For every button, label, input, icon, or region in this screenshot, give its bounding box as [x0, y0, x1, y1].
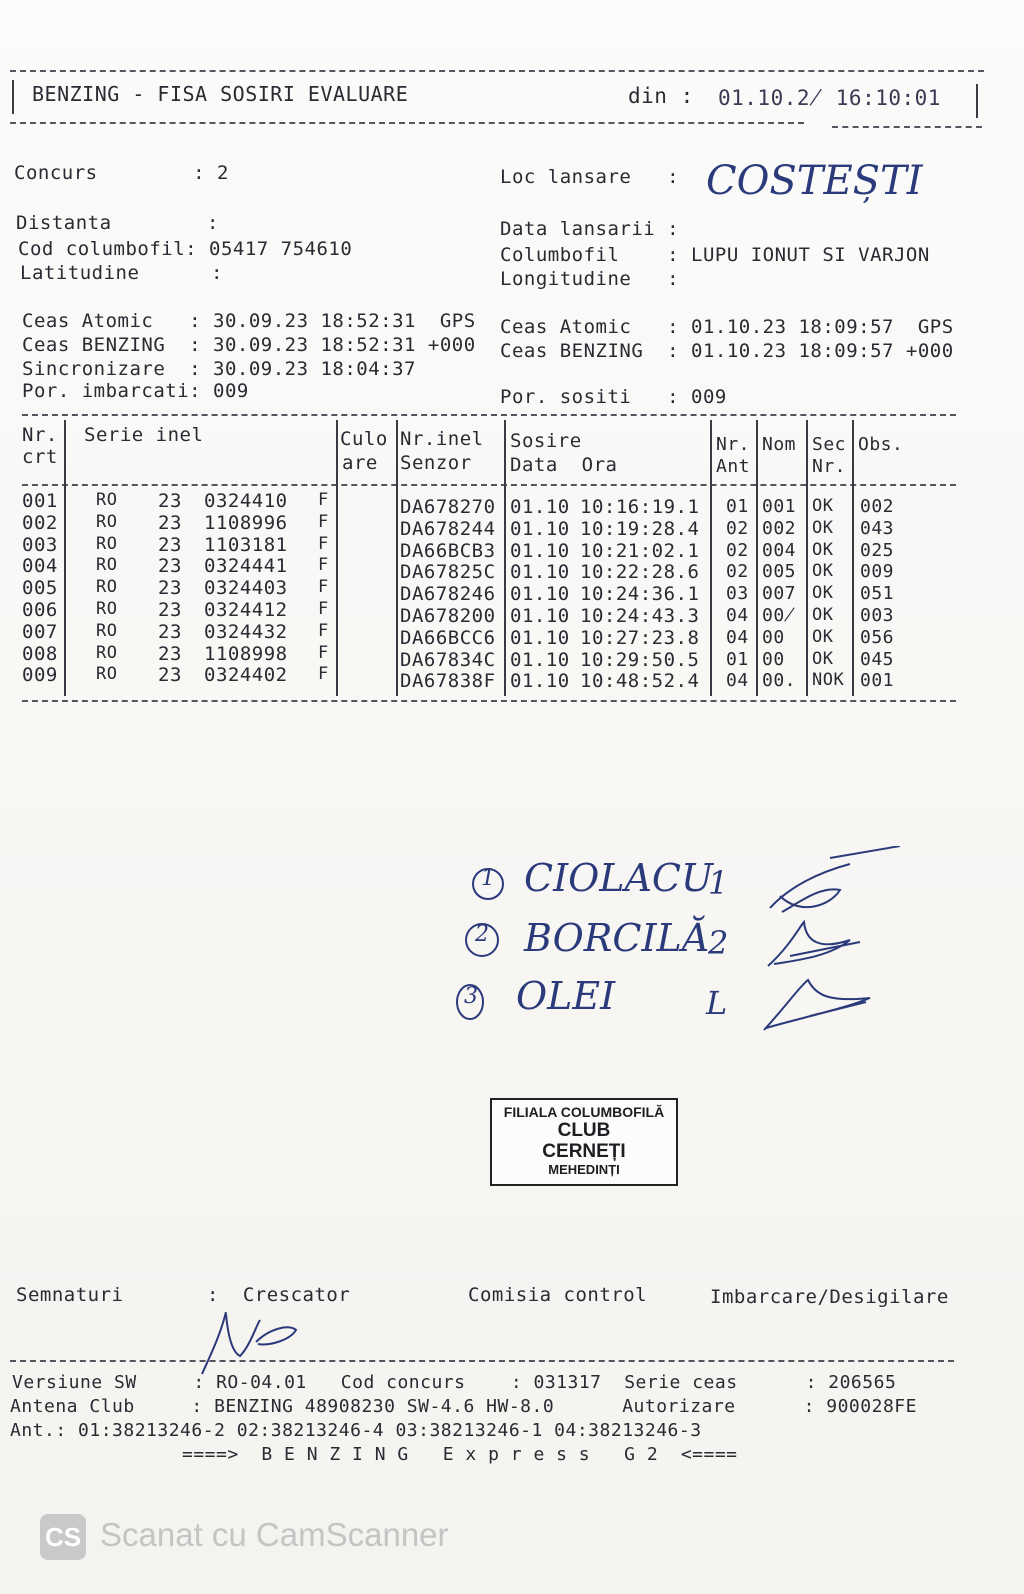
row-ring: 1108998: [204, 642, 288, 665]
hand-mark-2: 2: [708, 924, 729, 962]
row-nr: 002: [22, 511, 58, 534]
row-ant: 04: [726, 605, 749, 626]
ceas-benzing-right: Ceas BENZING : 01.10.23 18:09:57 +000: [500, 340, 954, 362]
row-sex: F: [318, 533, 329, 554]
footer-line-1: Versiune SW : RO-04.01 Cod concurs : 031317 Serie ceas : 206565: [12, 1372, 897, 1393]
hand-name-2: BORCILĂ: [524, 916, 710, 960]
row-country: RO: [96, 642, 118, 663]
row-senzor: DA67825C: [400, 561, 496, 584]
row-time: 10:24:36.1: [580, 583, 700, 606]
row-senzor: DA66BCB3: [400, 539, 496, 562]
row-time: 10:48:52.4: [580, 670, 700, 693]
th-nr-inel-2: Senzor: [400, 452, 472, 474]
footer-line-4: ====> B E N Z I N G E x p r e s s G 2 <====: [182, 1444, 738, 1465]
row-sec: OK: [812, 496, 834, 516]
footer-line-2: Antena Club : BENZING 48908230 SW-4.6 HW-8.0 Autorizare : 900028FE: [10, 1396, 917, 1417]
th-nom: Nom: [762, 434, 797, 455]
row-sec: OK: [812, 626, 834, 647]
row-nr: 006: [22, 599, 58, 621]
club-stamp: [490, 1098, 678, 1186]
comisia-control: Comisia control: [468, 1284, 648, 1306]
th-serie-inel: Serie inel: [84, 424, 204, 446]
ceas-atomic-left: Ceas Atomic : 30.09.23 18:52:31 GPS: [22, 310, 476, 332]
row-nr: 009: [22, 664, 58, 687]
row-nom: 00.: [762, 670, 797, 692]
row-date: 01.10: [510, 517, 570, 540]
camscanner-watermark: Scanat cu CamScanner: [100, 1516, 449, 1553]
row-year: 23: [158, 642, 182, 665]
row-year: 23: [158, 555, 182, 578]
row-year: 23: [158, 490, 182, 512]
row-year: 23: [158, 577, 182, 600]
row-nom: 00: [762, 626, 785, 648]
row-date: 01.10: [510, 605, 570, 627]
table-bottom-rule: [22, 700, 956, 702]
footer-line-3: Ant.: 01:38213246-2 02:38213246-4 03:38213246-1 04:38213246-3: [10, 1420, 702, 1441]
imbarcare-desigilare: Imbarcare/Desigilare: [710, 1286, 949, 1308]
header-bottom-rule-2: [832, 126, 982, 128]
row-sec: OK: [812, 517, 834, 538]
row-nom: 004: [762, 539, 797, 561]
row-time: 10:22:28.6: [580, 561, 700, 584]
row-nr: 004: [22, 555, 58, 578]
row-obs: 025: [860, 539, 895, 561]
row-sex: F: [318, 620, 329, 641]
signatures-scribble: [760, 846, 910, 1046]
col-bar: [336, 420, 338, 696]
distanta-line: Distanta :: [16, 212, 219, 234]
header-left-bar: [12, 80, 14, 114]
ceas-atomic-right: Ceas Atomic : 01.10.23 18:09:57 GPS: [500, 316, 954, 338]
col-bar: [504, 420, 506, 696]
row-obs: 003: [860, 605, 895, 626]
row-sec: OK: [812, 539, 834, 560]
row-date: 01.10: [510, 626, 570, 649]
row-date: 01.10: [510, 583, 570, 606]
data-lansarii-line: Data lansarii :: [500, 218, 680, 240]
row-ring: 0324403: [204, 577, 288, 600]
header-right-bar: [976, 84, 978, 118]
row-nr: 007: [22, 620, 58, 643]
hand-mark-3: L: [706, 984, 728, 1022]
row-year: 23: [158, 599, 182, 621]
row-obs: 043: [860, 517, 895, 539]
row-sex: F: [318, 490, 329, 510]
th-sec-1: Sec: [812, 434, 847, 455]
por-imbarcati-line: Por. imbarcati: 009: [22, 380, 249, 402]
col-bar: [710, 420, 712, 696]
th-sosire-1: Sosire: [510, 430, 582, 452]
row-country: RO: [96, 533, 118, 554]
header-bottom-rule: [10, 122, 804, 124]
row-date: 01.10: [510, 496, 570, 518]
th-nr-ant-2: Ant: [716, 456, 751, 477]
th-culoare-2: are: [342, 452, 378, 474]
row-senzor: DA678270: [400, 496, 496, 518]
loc-lansare-handwritten: COSTEȘTI: [706, 158, 923, 204]
camscanner-logo-icon: CS: [40, 1514, 86, 1560]
row-sex: F: [318, 599, 329, 619]
footer-rule: [10, 1360, 954, 1362]
cod-columbofil-line: Cod columbofil: 05417 754610: [18, 238, 353, 260]
row-sec: OK: [812, 605, 834, 625]
stamp-line-4: MEHEDINȚI: [548, 1162, 620, 1177]
row-obs: 056: [860, 626, 895, 648]
th-nr-crt-1: Nr.: [22, 424, 58, 446]
col-bar: [64, 420, 66, 696]
row-senzor: DA678246: [400, 583, 496, 606]
hand-num-2: 2: [475, 922, 489, 947]
row-country: RO: [96, 490, 118, 510]
th-culoare-1: Culo: [340, 428, 388, 450]
row-nr: 001: [22, 490, 58, 512]
stamp-line-3: CERNEȚI: [542, 1141, 626, 1162]
hand-name-3: OLEI: [516, 974, 616, 1018]
hand-num-1: 1: [481, 866, 495, 891]
crescator-signature: [200, 1306, 310, 1376]
row-time: 10:24:43.3: [580, 605, 700, 627]
th-nr-ant-1: Nr.: [716, 434, 751, 455]
row-obs: 002: [860, 496, 895, 517]
row-sex: F: [318, 511, 329, 532]
hand-num-3: 3: [464, 984, 478, 1009]
row-nom: 002: [762, 517, 797, 539]
row-year: 23: [158, 511, 182, 534]
row-ring: 0324441: [204, 555, 288, 578]
row-nom: 005: [762, 561, 797, 583]
row-sex: F: [318, 577, 329, 598]
row-country: RO: [96, 511, 118, 532]
table-header-rule: [22, 484, 956, 486]
row-country: RO: [96, 577, 118, 598]
row-country: RO: [96, 664, 118, 685]
row-ant: 03: [726, 583, 749, 605]
row-nr: 008: [22, 642, 58, 665]
row-ant: 02: [726, 517, 749, 539]
row-ring: 0324410: [204, 490, 288, 512]
th-sec-2: Nr.: [812, 456, 847, 477]
row-ant: 02: [726, 539, 749, 561]
col-bar: [396, 420, 398, 696]
col-bar: [852, 420, 854, 696]
row-senzor: DA678244: [400, 517, 496, 540]
row-sex: F: [318, 664, 329, 685]
th-obs: Obs.: [858, 434, 904, 455]
row-time: 10:16:19.1: [580, 496, 700, 518]
row-year: 23: [158, 664, 182, 687]
row-time: 10:29:50.5: [580, 648, 700, 671]
row-date: 01.10: [510, 670, 570, 693]
latitudine-line: Latitudine :: [20, 262, 223, 284]
document-title: BENZING - FISA SOSIRI EVALUARE: [32, 82, 409, 106]
row-sec: OK: [812, 561, 834, 582]
row-ant: 01: [726, 496, 749, 517]
row-obs: 051: [860, 583, 895, 605]
row-time: 10:27:23.8: [580, 626, 700, 649]
row-obs: 045: [860, 648, 895, 670]
row-obs: 001: [860, 670, 895, 692]
loc-lansare-label: Loc lansare :: [500, 166, 680, 188]
row-ring: 0324412: [204, 599, 288, 621]
row-ring: 0324402: [204, 664, 288, 687]
row-nr: 005: [22, 577, 58, 600]
row-ant: 01: [726, 648, 749, 670]
row-ring: 1103181: [204, 533, 288, 556]
row-ant: 04: [726, 670, 749, 692]
row-senzor: DA67834C: [400, 648, 496, 671]
row-sex: F: [318, 642, 329, 663]
table-top-rule: [22, 414, 956, 416]
hand-mark-1: 1: [708, 864, 729, 902]
row-year: 23: [158, 620, 182, 643]
sincronizare-line: Sincronizare : 30.09.23 18:04:37: [22, 358, 416, 380]
din-label: din :: [628, 84, 694, 108]
stamp-line-2: CLUB: [557, 1120, 611, 1141]
row-sex: F: [318, 555, 329, 576]
longitudine-line: Longitudine :: [500, 268, 680, 290]
row-ant: 02: [726, 561, 749, 583]
row-date: 01.10: [510, 561, 570, 584]
row-time: 10:19:28.4: [580, 517, 700, 540]
row-ring: 0324432: [204, 620, 288, 643]
row-country: RO: [96, 555, 118, 576]
col-bar: [806, 420, 808, 696]
stamp-line-1: FILIALA COLUMBOFILĂ: [503, 1104, 665, 1120]
columbofil-line: Columbofil : LUPU IONUT SI VARJON: [500, 244, 930, 266]
row-sec: OK: [812, 583, 834, 604]
row-nom: 007: [762, 583, 797, 605]
row-senzor: DA66BCC6: [400, 626, 496, 649]
row-sec: OK: [812, 648, 834, 669]
row-date: 01.10: [510, 539, 570, 562]
row-year: 23: [158, 533, 182, 556]
th-nr-inel-1: Nr.inel: [400, 428, 484, 450]
hand-name-1: CIOLACU: [524, 856, 714, 900]
row-time: 10:21:02.1: [580, 539, 700, 562]
row-senzor: DA67838F: [400, 670, 496, 693]
ceas-benzing-left: Ceas BENZING : 30.09.23 18:52:31 +000: [22, 334, 476, 356]
row-ring: 1108996: [204, 511, 288, 534]
din-value: 01.10.2̸ 16:10:01: [718, 86, 941, 110]
semnaturi-line: Semnaturi : Crescator: [16, 1284, 351, 1306]
row-country: RO: [96, 599, 118, 619]
row-senzor: DA678200: [400, 605, 496, 627]
row-nom: 001: [762, 496, 797, 517]
row-ant: 04: [726, 626, 749, 648]
row-obs: 009: [860, 561, 895, 583]
row-nom: 00̸: [762, 605, 796, 626]
row-country: RO: [96, 620, 118, 641]
th-sosire-2: Data Ora: [510, 454, 618, 476]
col-bar: [756, 420, 758, 696]
por-sositi-line: Por. sositi : 009: [500, 386, 727, 408]
concurs-line: Concurs : 2: [14, 162, 229, 184]
header-top-rule: [10, 70, 984, 72]
row-sec: NOK: [812, 670, 845, 691]
th-nr-crt-2: crt: [22, 446, 58, 468]
row-nom: 00: [762, 648, 785, 670]
row-nr: 003: [22, 533, 58, 556]
row-date: 01.10: [510, 648, 570, 671]
